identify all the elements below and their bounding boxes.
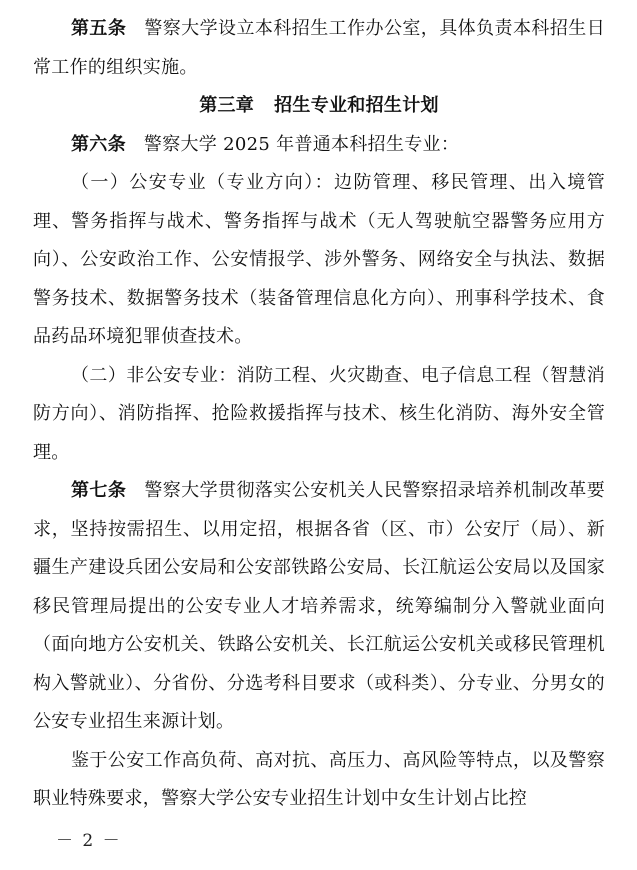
chapter-title: 招生专业和招生计划 [274,95,439,116]
document-body [33,10,605,819]
article-7-paragraph [33,472,605,742]
article-6-item-2: （二）非公安专业：消防工程、火灾勘查、电子信息工程（智慧消防方向）、消防指挥、抢险救援指挥与技术、核生化消防、海外安全管理。 [33,364,605,463]
chapter-heading [33,87,605,126]
chapter-number: 第三章 [199,95,255,116]
article-5-text: 警察大学设立本科招生工作办公室，具体负责本科招生日常工作的组织实施。 [33,18,606,78]
article-5-paragraph [33,10,605,87]
page-number: － 2 － [56,831,122,851]
article-6-text: 警察大学 2025 年普通本科招生专业： [143,133,460,155]
article-5-label: 第五条 [71,18,127,39]
article-7-text: 警察大学贯彻落实公安机关人民警察招录培养机制改革要求，坚持按需招生、以用定招，根据各省（区、市）公安厅（局）、新疆生产建设兵团公安局和公安部铁路公安局、长江航运公安局以及国家移民管理局提出的公安专业人才培养需求，统筹编制分入警就业面向（面向地方公安机关、铁路公安机关、长江航运公安机关或移民管理机构入警就业）、分省份、分选考科目要求（或科类）、分专业、分男女的公安专业招生来源计划。 [33,480,606,732]
article-6-paragraph [33,126,605,165]
article-6-label: 第六条 [71,133,126,155]
article-7-paragraph-2: 鉴于公安工作高负荷、高对抗、高压力、高风险等特点，以及警察职业特殊要求，警察大学公安专业招生计划中女生计划占比控 [33,749,605,809]
article-7-label: 第七条 [71,480,127,501]
article-6-item-1: （一）公安专业（专业方向）：边防管理、移民管理、出入境管理、警务指挥与战术、警务指挥与战术（无人驾驶航空器警务应用方向）、公安政治工作、公安情报学、涉外警务、网络安全与执法、数据警务技术、数据警务技术（装备管理信息化方向）、刑事科学技术、食品药品环境犯罪侦查技术。 [33,172,605,347]
